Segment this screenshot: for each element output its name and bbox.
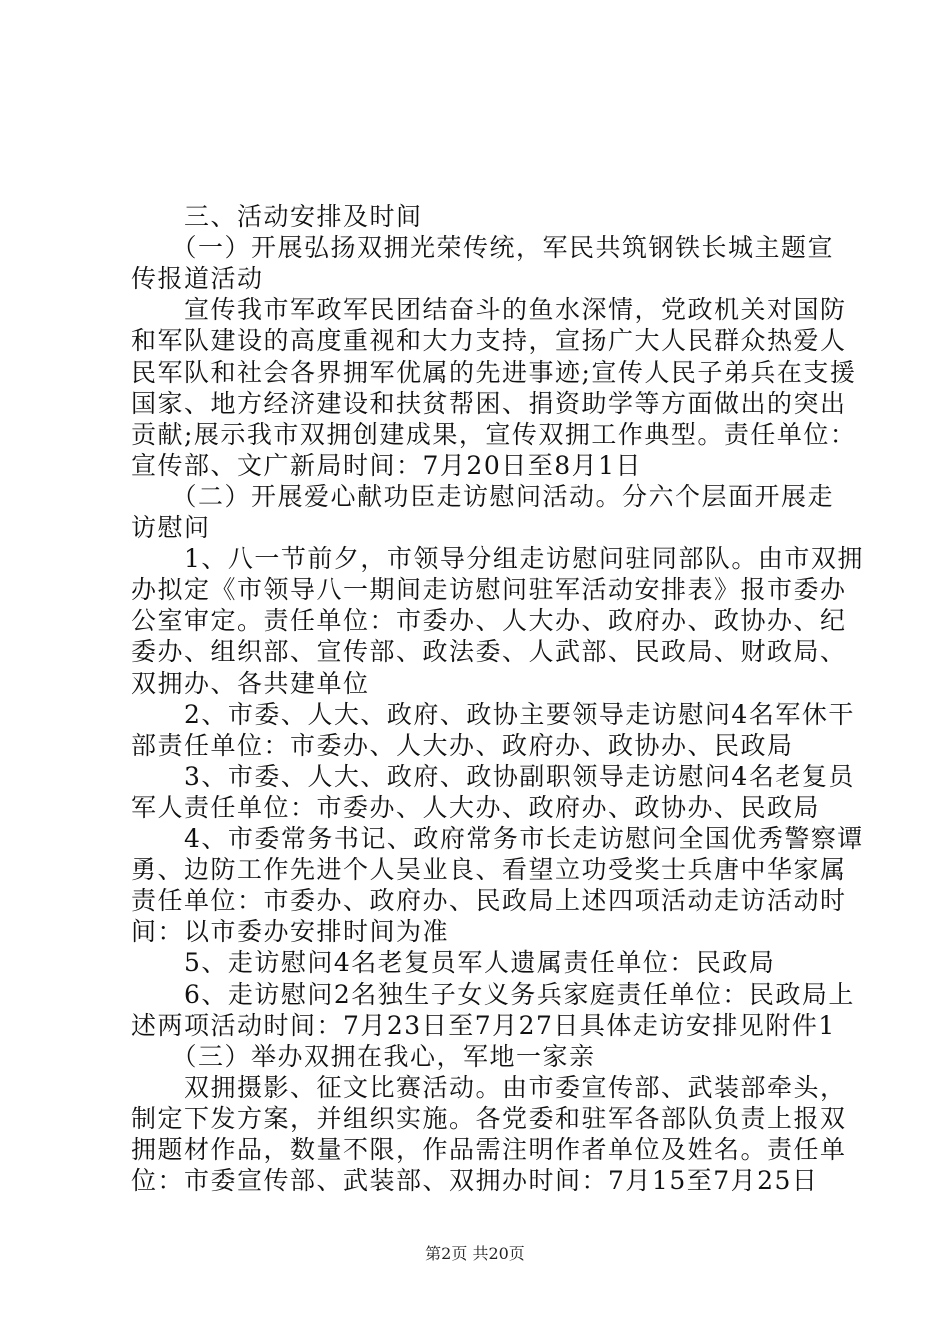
text-line: 民军队和社会各界拥军优属的先进事迹;宣传人民子弟兵在支援 (131, 357, 857, 387)
text-line: 双拥摄影、征文比赛活动。由市委宣传部、武装部牵头， (131, 1072, 847, 1102)
text-line: 拥题材作品，数量不限，作品需注明作者单位及姓名。责任单 (131, 1135, 847, 1164)
text-line: 国家、地方经济建设和扶贫帮困、捐资助学等方面做出的突出 (131, 388, 847, 418)
text-line: 6、走访慰问2名独生子女义务兵家庭责任单位：民政局上 (131, 979, 855, 1009)
page-number-footer: 第2页 共20页 (425, 1244, 525, 1263)
text-line: 2、市委、人大、政府、政协主要领导走访慰问4名军休干 (131, 699, 855, 729)
text-line: （二）开展爱心献功臣走访慰问活动。分六个层面开展走 (131, 481, 835, 511)
text-line: （三）举办双拥在我心，军地一家亲 (131, 1041, 596, 1071)
text-line: 5、走访慰问4名老复员军人遗属责任单位：民政局 (131, 948, 776, 978)
text-line: 宣传我市军政军民团结奋斗的鱼水深情，党政机关对国防 (131, 295, 847, 325)
text-line: 1、八一节前夕，市领导分组走访慰问驻同部队。由市双拥 (131, 544, 864, 574)
text-line: 和军队建设的高度重视和大力支持，宣扬广大人民群众热爱人 (131, 326, 847, 356)
text-line: 双拥办、各共建单位 (131, 668, 370, 698)
text-line: 贡献;展示我市双拥创建成果，宣传双拥工作典型。责任单位： (131, 419, 857, 449)
text-line: 传报道活动 (131, 264, 264, 294)
text-line: 委办、组织部、宣传部、政法委、人武部、民政局、财政局、 (131, 637, 847, 667)
text-line: 位：市委宣传部、武装部、双拥办时间：7月15至7月25日 (131, 1166, 819, 1196)
text-line: 部责任单位：市委办、人大办、政府办、政协办、民政局 (131, 730, 794, 760)
text-line: 访慰问 (131, 513, 211, 542)
text-line: 办拟定《市领导八一期间走访慰问驻军活动安排表》报市委办 (131, 575, 847, 605)
text-line: 宣传部、文广新局时间：7月20日至8月1日 (131, 450, 643, 480)
text-line: 勇、边防工作先进个人吴业良、看望立功受奖士兵唐中华家属 (131, 855, 847, 885)
text-line: （一）开展弘扬双拥光荣传统，军民共筑钢铁长城主题宣 (131, 233, 835, 263)
text-line: 军人责任单位：市委办、人大办、政府办、政协办、民政局 (131, 792, 821, 822)
text-line: 间：以市委办安排时间为准 (131, 917, 450, 947)
text-line: 三、活动安排及时间 (131, 202, 423, 231)
text-line: 公室审定。责任单位：市委办、人大办、政府办、政协办、纪 (131, 606, 847, 636)
text-line: 述两项活动时间：7月23日至7月27日具体走访安排见附件1 (131, 1010, 836, 1040)
text-line: 制定下发方案，并组织实施。各党委和驻军各部队负责上报双 (131, 1103, 847, 1133)
text-line: 3、市委、人大、政府、政协副职领导走访慰问4名老复员 (131, 761, 855, 791)
text-line: 4、市委常务书记、政府常务市长走访慰问全国优秀警察谭 (131, 824, 864, 853)
text-line: 责任单位：市委办、政府办、民政局上述四项活动走访活动时 (131, 886, 847, 916)
